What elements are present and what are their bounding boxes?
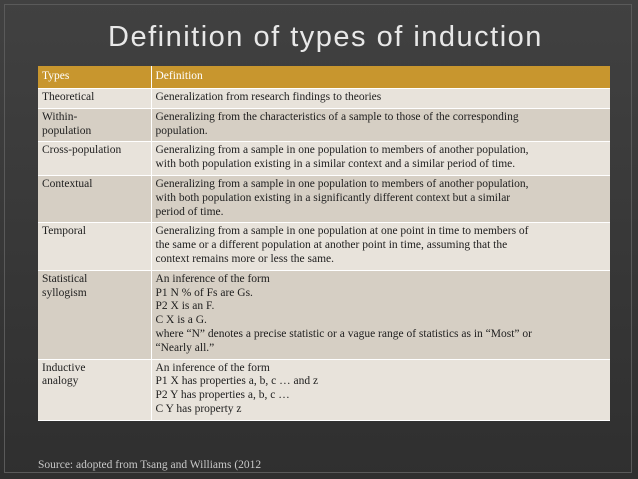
definition-cell-line: with both population existing in a significantly different context but a similar (155, 191, 511, 204)
definition-cell-line: Generalizing from a sample in one population to members of another population, (155, 177, 529, 190)
definition-cell (151, 108, 610, 142)
type-cell-line: Inductive (42, 361, 86, 374)
type-cell (38, 108, 151, 142)
definition-cell (151, 270, 610, 359)
table-row (38, 89, 610, 109)
definition-cell-line: P2 Y has properties a, b, c … (155, 389, 290, 402)
definition-cell-line: context remains more or less the same. (155, 252, 335, 265)
type-cell (38, 175, 151, 222)
definition-cell-line: the same or a different population at another point in time, assuming that the (155, 239, 508, 252)
definition-cell-line: “Nearly all.” (155, 341, 215, 354)
definition-cell-line: P1 N % of Fs are Gs. (155, 286, 253, 299)
definition-cell-line: with both population existing in a similar context and a similar period of time. (155, 158, 516, 171)
type-cell-line: syllogism (42, 286, 87, 299)
slide-title: Definition of types of induction (108, 21, 543, 53)
source-note: Source: adopted from Tsang and Williams (2012 (38, 459, 262, 471)
type-cell (38, 270, 151, 359)
table-body (38, 89, 610, 421)
definition-cell-line: Generalizing from a sample in one population to members of another population, (155, 144, 529, 157)
type-cell-line: Contextual (42, 177, 93, 190)
type-cell (38, 142, 151, 176)
table-row (38, 142, 610, 176)
definition-cell-line: where “N” denotes a precise statistic or a vague range of statistics as in “Most” or (155, 327, 532, 340)
definition-cell-line: P2 X is an F. (155, 300, 215, 313)
table-header-row (38, 66, 610, 89)
table-row (38, 223, 610, 270)
definition-cell-line: Generalization from research findings to theories (155, 91, 382, 103)
type-cell-line: population (42, 124, 92, 137)
definition-cell-line: population. (155, 124, 208, 137)
definition-cell (151, 223, 610, 270)
definition-cell (151, 89, 610, 109)
type-cell-line: Cross-population (42, 144, 122, 157)
type-cell-line: Theoretical (42, 91, 95, 103)
table-row (38, 270, 610, 359)
definition-cell (151, 142, 610, 176)
definition-cell-line: period of time. (155, 205, 224, 218)
type-cell (38, 223, 151, 270)
type-cell-line: Statistical (42, 272, 88, 285)
definition-cell-line: Generalizing from a sample in one population at one point in time to members of (155, 225, 529, 238)
definition-cell-line: C X is a G. (155, 314, 207, 327)
header-definition: Definition (151, 66, 610, 89)
table-row (38, 108, 610, 142)
type-cell (38, 89, 151, 109)
definition-cell (151, 175, 610, 222)
type-cell-line: Within- (42, 110, 78, 123)
type-cell (38, 359, 151, 420)
type-cell-line: analogy (42, 375, 79, 388)
type-cell-line: Temporal (42, 225, 86, 238)
table-row (38, 359, 610, 420)
table-row (38, 175, 610, 222)
definition-cell-line: P1 X has properties a, b, c … and z (155, 375, 319, 388)
definition-cell-line: C Y has property z (155, 402, 242, 415)
definition-cell-line: An inference of the form (155, 272, 270, 285)
definition-cell (151, 359, 610, 420)
definition-table (38, 66, 610, 421)
definition-cell-line: Generalizing from the characteristics of a sample to those of the corresponding (155, 110, 519, 123)
definition-cell-line: An inference of the form (155, 361, 270, 374)
header-types: Types (38, 66, 151, 89)
